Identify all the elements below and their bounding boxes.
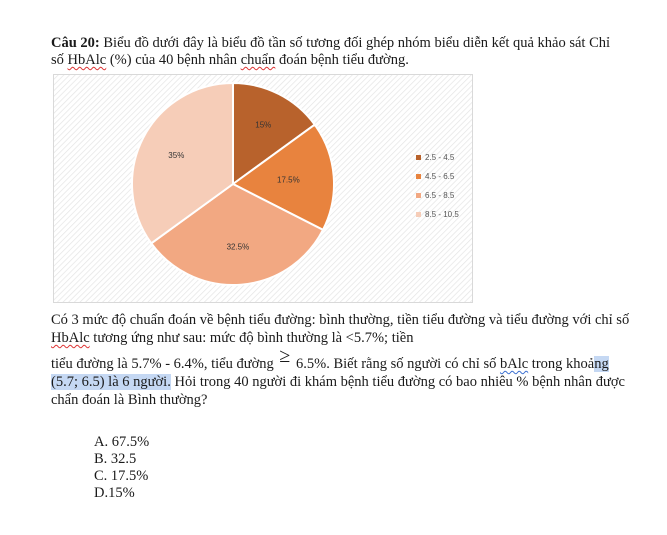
legend-swatch-3 (416, 193, 421, 198)
legend-swatch-2 (416, 174, 421, 179)
highlighted-text: ng (5.7; 6.5) là 6 người. (51, 356, 609, 390)
question-number: Câu 20: (51, 35, 100, 51)
legend-label-4: 8.5 - 10.5 (425, 210, 459, 219)
chuan-term: chuẩn (240, 52, 276, 68)
paragraph-1: Có 3 mức độ chuẩn đoán về bệnh tiểu đường: bình thường, tiền tiểu đường và tiểu đường với chỉ số HbAlc tương ứng như sau: mức độ bình thường là <5.7%; tiền (51, 312, 630, 346)
legend-swatch-4 (416, 212, 421, 217)
hba-term: HbAlc (67, 52, 107, 68)
slice-label-2: 17.5% (277, 175, 300, 185)
option-a[interactable]: A. 67.5% (94, 434, 150, 450)
option-b[interactable]: B. 32.5 (94, 451, 137, 467)
legend-label-1: 2.5 - 4.5 (425, 153, 455, 162)
slice-label-1: 15% (255, 120, 272, 130)
pie-chart (53, 74, 473, 303)
slice-label-3: 32.5% (226, 242, 250, 252)
question-text: Câu 20: Biểu đồ dưới đây là biểu đồ tần số tương đối ghép nhóm biểu diễn kết quả khảo sát Chỉ số HbAlc (%) của 40 bệnh nhân chuẩn đoán bệnh tiểu đường. (51, 35, 611, 68)
ge-symbol: ≥ (279, 345, 291, 367)
legend-swatch-1 (416, 155, 421, 160)
pie-chart-svg (53, 74, 473, 303)
option-c[interactable]: C. 17.5% (94, 468, 149, 484)
legend-label-3: 6.5 - 8.5 (425, 191, 455, 200)
answer-options (94, 434, 149, 502)
hba-term-2: HbAlc (51, 330, 90, 346)
slice-label-4: 35% (168, 151, 185, 161)
balc-term: bAlc (499, 356, 529, 372)
option-d[interactable]: D.15% (94, 485, 135, 501)
paragraph-2: tiểu đường là 5.7% - 6.4%, tiểu đường ≥ 6.5%. Biết rằng số người có chỉ số bAlc trong khoảng (5.7; 6.5) là 6 người. Hỏi trong 40 người đi khám bệnh tiểu đường có bao nhiêu % bệnh nhân được chẩn đoán là Bình thường? (51, 345, 625, 408)
legend-label-2: 4.5 - 6.5 (425, 172, 455, 181)
